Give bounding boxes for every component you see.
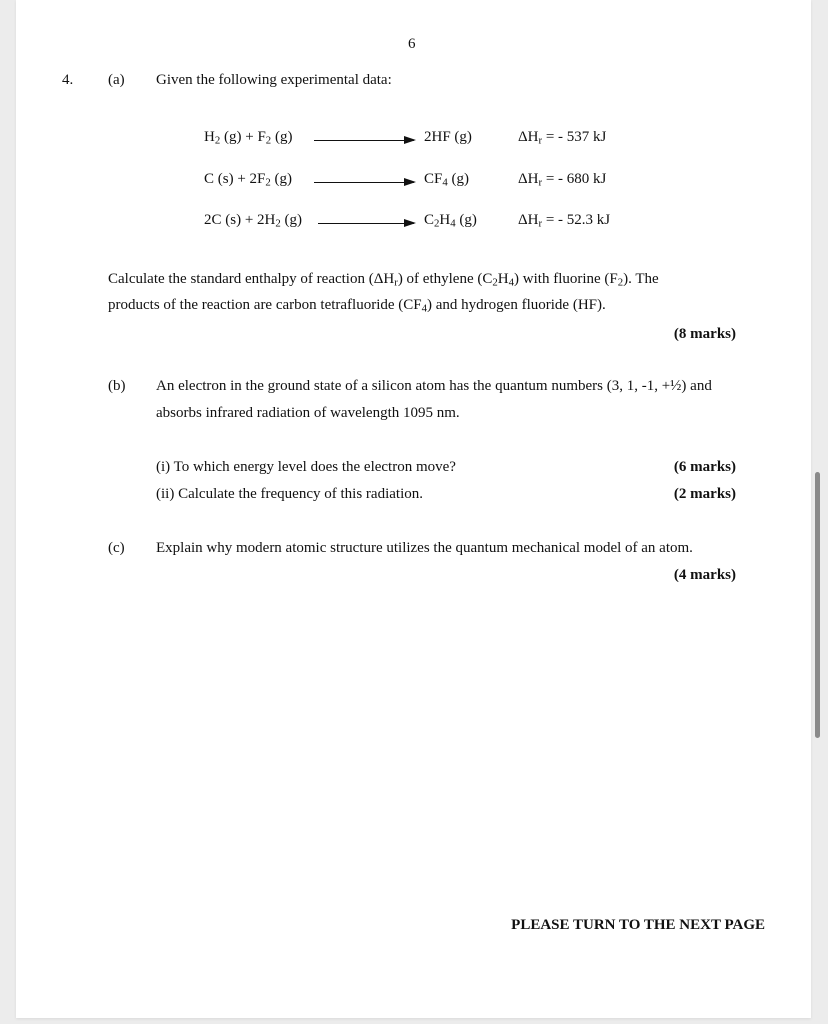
part-b-sub-i: (i) To which energy level does the electron move? (156, 459, 456, 475)
part-a-intro: Given the following experimental data: (156, 72, 392, 88)
part-c-text: Explain why modern atomic structure utilizes the quantum mechanical model of an atom. (156, 540, 693, 556)
reaction-arrow (314, 140, 414, 141)
reaction-rhs: $C_2H_4$ (g) (424, 212, 477, 230)
reaction-lhs: 2C $(s) + 2H_2$ (g) (204, 212, 303, 230)
exam-page (16, 0, 811, 1018)
reaction-lhs: C $(s) + 2F_2$ (g) (204, 171, 293, 189)
footer-next-page: PLEASE TURN TO THE NEXT PAGE (511, 917, 765, 933)
part-b-sub-ii: (ii) Calculate the frequency of this radiation. (156, 486, 423, 502)
reaction-enthalpy: $\Delta H_r$ = - 52.3 kJ (518, 212, 611, 230)
part-b-line-2: absorbs infrared radiation of wavelength 1095 nm. (156, 405, 460, 421)
vertical-scrollbar[interactable] (815, 472, 820, 738)
part-a-task-line-2: products of the reaction are carbon tetrafluoride $(CF_4)$ and hydrogen fluoride (HF). (108, 297, 606, 315)
reaction-rhs: $CF_4$ (g) (424, 171, 470, 189)
question-number: 4. (62, 72, 74, 88)
reaction-enthalpy: $\Delta H_r$ = - 680 kJ (518, 171, 607, 189)
part-a-task-line-1: Calculate the standard enthalpy of reaction $(\Delta H_r)$ of ethylene $(C_2H_4)$ with fluorine $(F_2)$. The (108, 271, 659, 289)
part-b-line-1: An electron in the ground state of a silicon atom has the quantum numbers (3, 1, -1, +½) and (156, 378, 712, 394)
reaction-enthalpy: $\Delta H_r$ = - 537 kJ (518, 129, 607, 147)
reaction-lhs: $H_2$ $(g) + F_2$ (g) (204, 129, 293, 147)
reaction-arrow (318, 223, 414, 224)
page-number: 6 (408, 36, 416, 52)
part-c-label: (c) (108, 540, 125, 556)
part-a-label: (a) (108, 72, 125, 88)
part-a-marks: (8 marks) (673, 326, 736, 342)
part-b-label: (b) (108, 378, 126, 394)
part-c-marks: (4 marks) (673, 567, 736, 583)
part-b-sub-ii-marks: (2 marks) (673, 486, 736, 502)
part-b-sub-i-marks: (6 marks) (673, 459, 736, 475)
reaction-rhs: 2HF (g) (424, 129, 472, 145)
reaction-arrow (314, 182, 414, 183)
